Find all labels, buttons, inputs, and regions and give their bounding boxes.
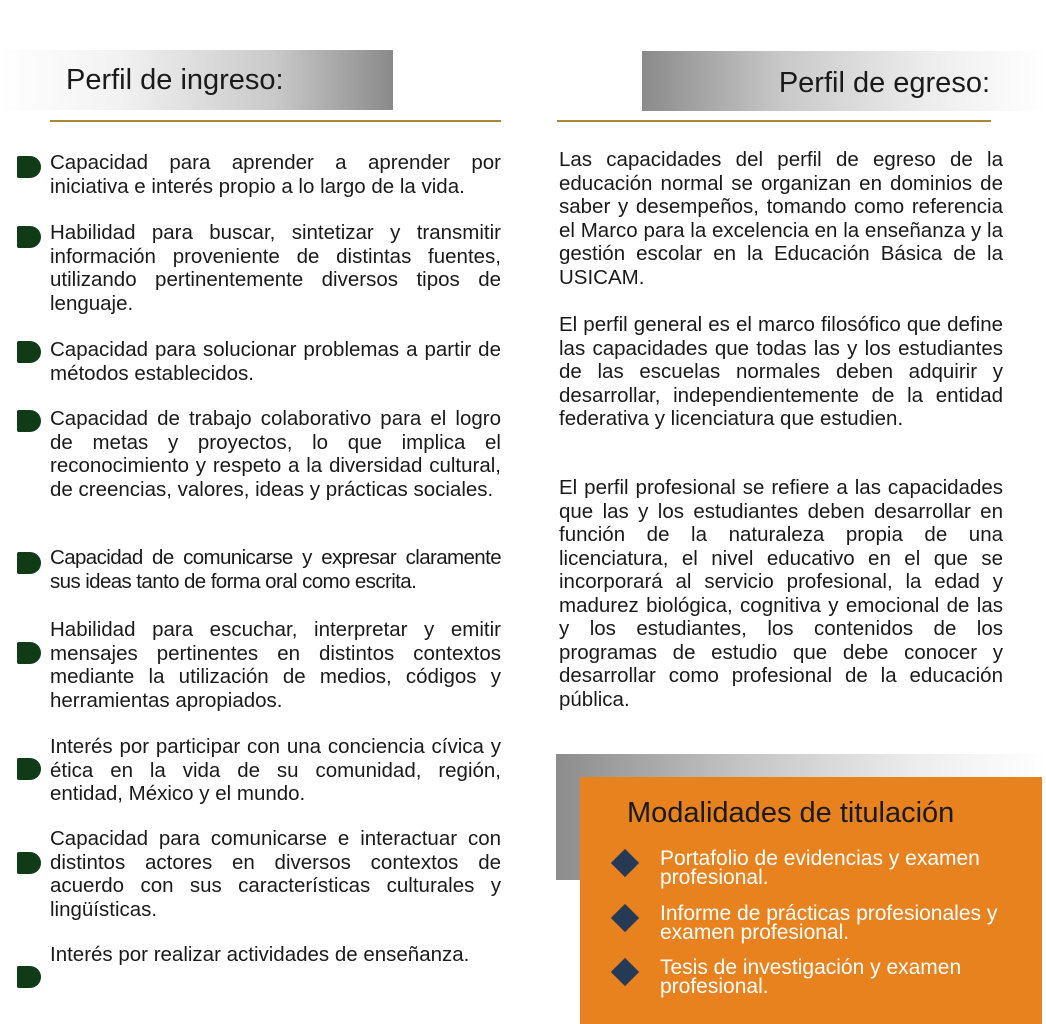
modalidades-title: Modalidades de titulación [627, 797, 955, 829]
diamond-icon [611, 904, 639, 932]
modalidades-item-text: Tesis de investigación y examen profesional. [660, 956, 962, 998]
egreso-paragraph: El perfil general es el marco filosófico que define las capacidades que todas las y los estudiantes de las escuelas normales deben adquirir y desarrollar, independientemente de la entidad federativa y licenciatura que estudien. [559, 313, 1003, 430]
bullet-icon [17, 156, 41, 178]
egreso-paragraph: Las capacidades del perfil de egreso de la educación normal se organizan en dominios de saber y desempeños, tomando como referencia el Marco para la excelencia en la enseñanza y la gestión escolar en la Educación Básica de la USICAM. [559, 148, 1003, 289]
bullet-icon [17, 966, 41, 988]
modalidades-item [580, 958, 1042, 1014]
ingreso-item: Capacidad de trabajo colaborativo para el logro de metas y proyectos, lo que implica el reconocimiento y respeto a la diversidad cultural, de creencias, valores, ideas y prácticas sociales. [50, 407, 501, 501]
egreso-paragraph: El perfil profesional se refiere a las capacidades que las y los estudiantes deben desarrollar en función de la naturaleza propia de una licenciatura, el nivel educativo en el que se incorporará al servicio profesional, la edad y madurez biológica, cognitiva y emocional de las y los estudiantes, los contenidos de los programas de estudio que debe conocer y desarrollar como profesional de la educación pública. [559, 476, 1003, 711]
egreso-header [642, 51, 1046, 111]
ingreso-item: Capacidad para aprender a aprender por iniciativa e interés propio a lo largo de la vida. [50, 151, 501, 198]
bullet-icon [17, 758, 41, 780]
ingreso-item: Capacidad para solucionar problemas a partir de métodos establecidos. [50, 338, 501, 385]
diamond-icon [611, 958, 639, 986]
modalidades-item [580, 904, 1042, 960]
ingreso-item: Habilidad para escuchar, interpretar y emitir mensajes pertinentes en distintos contextos mediante la utilización de medios, códigos y herramientas apropiados. [50, 618, 501, 712]
modalidades-item-text: Informe de prácticas profesionales y examen profesional. [660, 902, 998, 944]
ingreso-header [0, 50, 393, 110]
ingreso-item: Interés por realizar actividades de enseñanza. [50, 943, 470, 966]
egreso-title: Perfil de egreso: [778, 67, 990, 99]
ingreso-item: Interés por participar con una conciencia cívica y ética en la vida de su comunidad, región, entidad, México y el mundo. [50, 735, 501, 805]
ingreso-title: Perfil de ingreso: [66, 64, 284, 96]
bullet-icon [17, 642, 41, 664]
bullet-icon [17, 852, 41, 874]
ingreso-item: Habilidad para buscar, sintetizar y transmitir información proveniente de distintas fuentes, utilizando pertinentemente diversos tipos de lenguaje. [50, 221, 501, 315]
ingreso-divider [50, 120, 501, 122]
ingreso-item: Capacidad de comunicarse y expresar claramente sus ideas tanto de forma oral como escrita. [50, 546, 501, 593]
modalidades-box [580, 777, 1042, 1024]
diamond-icon [611, 849, 639, 877]
modalidades-item-text: Portafolio de evidencias y examen profesional. [660, 847, 980, 889]
ingreso-item: Capacidad para comunicarse e interactuar con distintos actores en diversos contextos de acuerdo con sus características culturales y lingüísticas. [50, 827, 501, 921]
egreso-divider [557, 120, 991, 122]
modalidades-item [580, 849, 1042, 905]
bullet-icon [17, 410, 41, 432]
bullet-icon [17, 226, 41, 248]
bullet-icon [17, 552, 41, 574]
bullet-icon [17, 341, 41, 363]
